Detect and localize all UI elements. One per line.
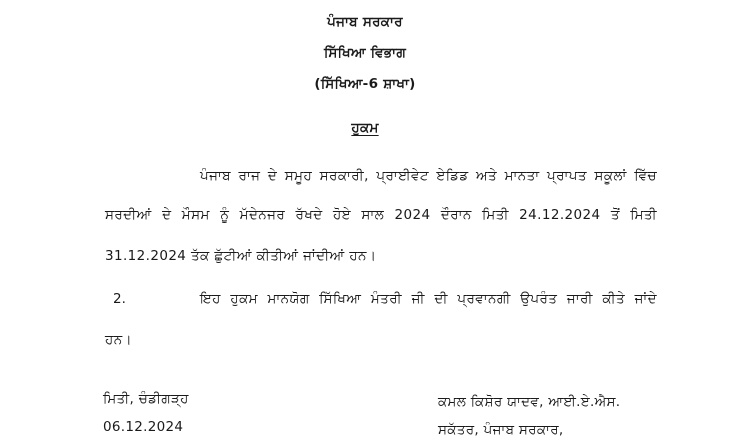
order-title-wrap xyxy=(0,120,730,136)
order-title: ਹੁਕਮ xyxy=(351,120,379,136)
paragraph2-number: 2. xyxy=(113,291,126,307)
branch-heading: (ਸਿੱਖਿਆ-6 ਸ਼ਾਖਾ) xyxy=(314,76,416,92)
government-heading: ਪੰਜਾਬ ਸਰਕਾਰ xyxy=(327,14,403,30)
paragraph1-line-3: 31.12.2024 ਤੱਕ ਛੁੱਟੀਆਂ ਕੀਤੀਆਂ ਜਾਂਦੀਆਂ ਹਨ। xyxy=(105,248,377,264)
paragraph1-line-2: ਸਰਦੀਆਂ ਦੇ ਮੌਸਮ ਨੂੰ ਮੱਦੇਨਜਰ ਰੱਖਦੇ ਹੋਏ ਸਾਲ 2024 ਦੌਰਾਨ ਮਿਤੀ 24.12.2024 ਤੋਂ ਮਿਤੀ xyxy=(105,207,657,223)
order-date: 06.12.2024 xyxy=(103,419,184,435)
signatory-name: ਕਮਲ ਕਿਸ਼ੋਰ ਯਾਦਵ, ਆਈ.ਏ.ਐਸ. xyxy=(438,394,621,410)
department-heading: ਸਿੱਖਿਆ ਵਿਭਾਗ xyxy=(323,45,407,61)
paragraph2-line-2: ਹਨ। xyxy=(105,332,133,348)
signatory-title: ਸਕੱਤਰ, ਪੰਜਾਬ ਸਰਕਾਰ, xyxy=(438,422,564,438)
paragraph2-line-1: ਇਹ ਹੁਕਮ ਮਾਨਯੋਗ ਸਿੱਖਿਆ ਮੰਤਰੀ ਜੀ ਦੀ ਪ੍ਰਵਾਨਗੀ ਉਪਰੰਤ ਜਾਰੀ ਕੀਤੇ ਜਾਂਦੇ xyxy=(200,291,657,307)
paragraph1-line-1: ਪੰਜਾਬ ਰਾਜ ਦੇ ਸਮੂਹ ਸਰਕਾਰੀ, ਪ੍ਰਾਈਵੇਟ ਏਡਿਡ ਅਤੇ ਮਾਨਤਾ ਪ੍ਰਾਪਤ ਸਕੂਲਾਂ ਵਿੱਚ xyxy=(200,168,657,184)
place-label: ਮਿਤੀ, ਚੰਡੀਗੜ੍ਹ xyxy=(103,391,189,407)
